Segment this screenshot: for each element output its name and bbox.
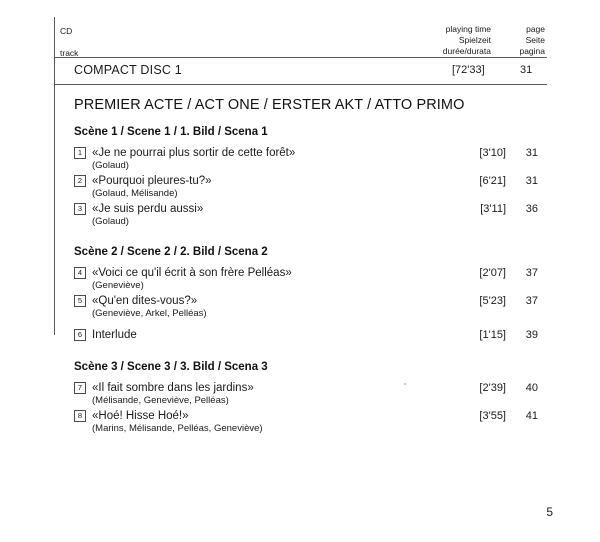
disc-row [54, 58, 547, 84]
track-page-number: 37 [525, 295, 538, 307]
track-page-number: 36 [525, 203, 538, 215]
track-page-number: 31 [525, 147, 538, 159]
track-duration: [3'11] [480, 203, 506, 215]
track-number: 4 [74, 267, 86, 279]
track-row [74, 174, 547, 200]
track-title: «Il fait sombre dans les jardins» [92, 382, 254, 394]
track-duration: [1'15] [479, 329, 506, 341]
track-row [74, 294, 547, 320]
track-duration: [3'55] [479, 410, 506, 422]
track-row [74, 409, 547, 435]
track-duration: [5'23] [479, 295, 506, 307]
track-page-number: 41 [525, 410, 538, 422]
track-page-number: 31 [525, 175, 538, 187]
header-page-line-2: Seite [525, 35, 545, 46]
track-page-number: 40 [525, 382, 538, 394]
header-playing-time-column [443, 24, 491, 58]
track-performers: (Golaud) [92, 160, 129, 171]
track-performers: (Mélisande, Geneviève, Pelléas) [92, 395, 229, 406]
track-row [74, 146, 547, 172]
track-number: 2 [74, 175, 86, 187]
track-performers: (Golaud, Mélisande) [92, 188, 178, 199]
track-title: «Hoé! Hisse Hoé!» [92, 410, 189, 422]
header-playing-time-line-2: Spielzeit [458, 35, 491, 46]
track-number: 8 [74, 410, 86, 422]
header-page-line-3: pagina [519, 46, 545, 57]
header-page-line-1: page [526, 24, 545, 34]
header-playing-time-line-1: playing time [445, 24, 491, 34]
track-number: 3 [74, 203, 86, 215]
track-row [74, 266, 547, 292]
act-title: PREMIER ACTE / ACT ONE / ERSTER AKT / ATTO PRIMO [74, 97, 465, 113]
table-header [54, 17, 547, 57]
track-number: 5 [74, 295, 86, 307]
page-folio: 5 [546, 505, 553, 519]
disc-total-time: [72'33] [452, 64, 485, 76]
disc-title: COMPACT DISC 1 [74, 63, 182, 77]
scene-heading-1: Scène 1 / Scene 1 / 1. Bild / Scena 1 [74, 126, 268, 138]
track-performers: (Geneviève, Arkel, Pelléas) [92, 308, 207, 319]
header-playing-time-line-3: durée/durata [442, 46, 491, 57]
track-row [74, 202, 547, 228]
track-performers: (Golaud) [92, 216, 129, 227]
track-title: «Voici ce qu'il écrit à son frère Pelléas» [92, 267, 292, 279]
track-duration: [2'39] [479, 382, 506, 394]
track-page-number: 37 [525, 267, 538, 279]
header-page-column [497, 24, 545, 58]
track-duration: [2'07] [479, 267, 506, 279]
track-title: «Je suis perdu aussi» [92, 203, 204, 215]
tracklist-content [54, 17, 547, 437]
track-title: Interlude [92, 329, 137, 341]
track-number: 1 [74, 147, 86, 159]
track-performers: (Geneviève) [92, 280, 144, 291]
track-performers: (Marins, Mélisande, Pelléas, Geneviève) [92, 423, 263, 434]
track-duration: [6'21] [479, 175, 506, 187]
act-block [54, 85, 547, 435]
disc-page-number: 31 [520, 64, 533, 76]
header-track-label: track [60, 48, 79, 58]
track-title: «Pourquoi pleures-tu?» [92, 175, 212, 187]
track-duration: [3'10] [479, 147, 506, 159]
track-number: 6 [74, 329, 86, 341]
header-cd-label: CD [60, 26, 73, 36]
scene-heading-2: Scène 2 / Scene 2 / 2. Bild / Scena 2 [74, 246, 268, 258]
track-row [74, 328, 547, 343]
track-row [74, 381, 547, 407]
track-title: «Je ne pourrai plus sortir de cette forêt» [92, 147, 296, 159]
track-title: «Qu'en dites-vous?» [92, 295, 198, 307]
scene-heading-3: Scène 3 / Scene 3 / 3. Bild / Scena 3 [74, 361, 268, 373]
track-page-number: 39 [525, 329, 538, 341]
track-number: 7 [74, 382, 86, 394]
